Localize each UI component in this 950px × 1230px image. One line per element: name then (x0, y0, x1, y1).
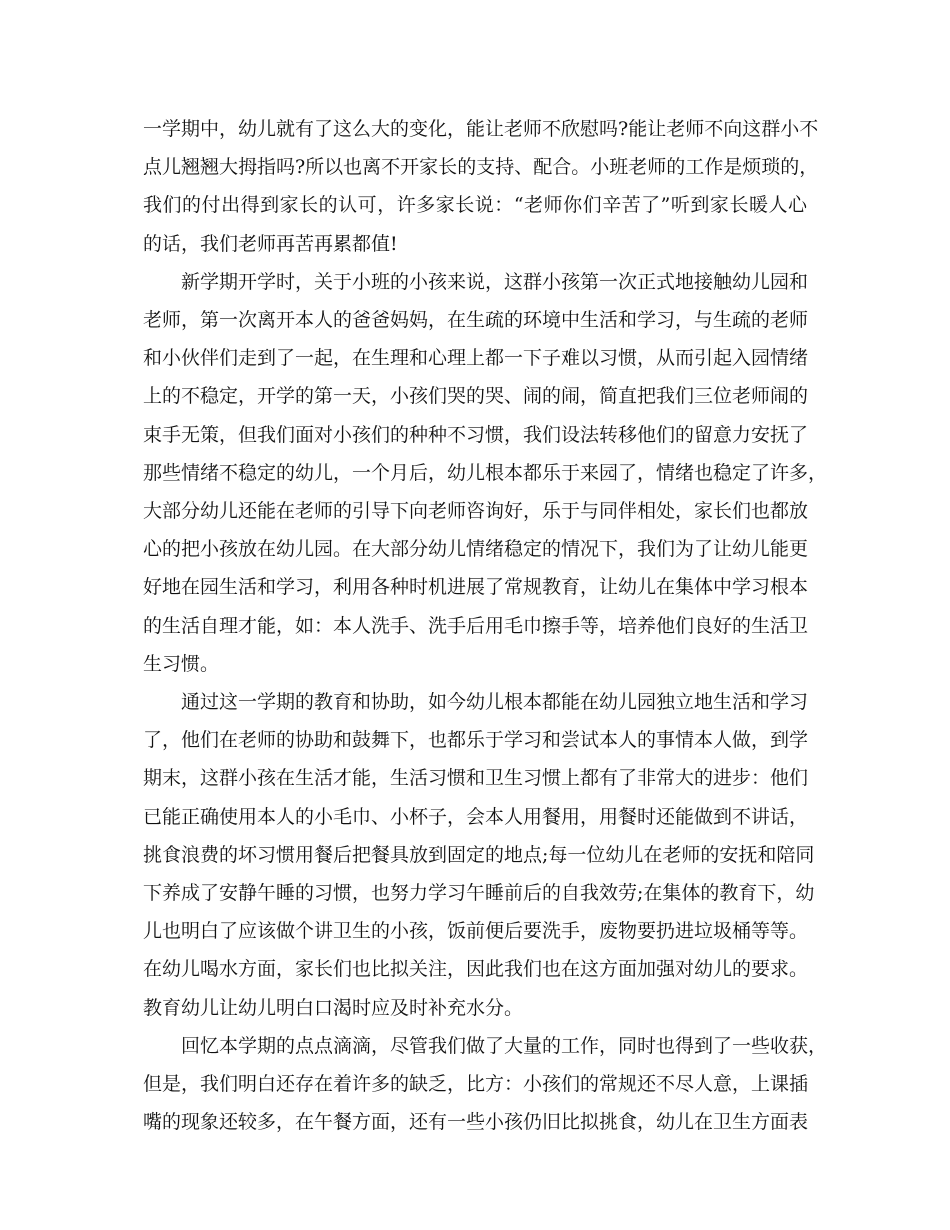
text-line: 我们的付出得到家长的认可，许多家长说：“老师你们辛苦了”听到家长暖人心 (143, 194, 807, 217)
text-line: 已能正确使用本人的小毛巾、小杯子，会本人用餐用，用餐时还能做到不讲话， (143, 805, 809, 828)
text-line: 老师，第一次离开本人的爸爸妈妈，在生疏的环境中生活和学习，与生疏的老师 (143, 309, 809, 332)
paragraph-1 (143, 110, 819, 263)
text-line: 下养成了安静午睡的习惯，也努力学习午睡前后的自我效劳;在集体的教育下，幼 (143, 882, 815, 905)
text-line: 生习惯。 (143, 652, 220, 675)
text-line: 一学期中，幼儿就有了这么大的变化，能让老师不欣慰吗?能让老师不向这群小不 (143, 118, 819, 140)
document-body (143, 110, 828, 1141)
text-line: 了，他们在老师的协助和鼓舞下，也都乐于学习和尝试本人的事情本人做，到学 (143, 729, 809, 752)
text-line: 儿也明白了应该做个讲卫生的小孩，饭前便后要洗手，废物要扔进垃圾桶等等。 (143, 920, 809, 943)
text-line: 心的把小孩放在幼儿园。在大部分幼儿情绪稳定的情况下，我们为了让幼儿能更 (143, 538, 809, 561)
text-line: 挑食浪费的坏习惯用餐后把餐具放到固定的地点;每一位幼儿在老师的安抚和陪同 (143, 843, 815, 866)
text-line: 的话，我们老师再苦再累都值! (143, 232, 398, 255)
text-line: 新学期开学时，关于小班的小孩来说，这群小孩第一次正式地接触幼儿园和 (181, 270, 809, 293)
text-line: 束手无策，但我们面对小孩们的种种不习惯，我们设法转移他们的留意力安抚了 (143, 423, 809, 446)
text-line: 通过这一学期的教育和协助，如今幼儿根本都能在幼儿园独立地生活和学习 (181, 691, 809, 714)
text-line: 好地在园生活和学习，利用各种时机进展了常规教育，让幼儿在集体中学习根本 (143, 576, 809, 599)
text-line: 教育幼儿让幼儿明白口渴时应及时补充水分。 (143, 996, 524, 1019)
paragraph-2 (143, 263, 828, 683)
text-line: 那些情绪不稳定的幼儿，一个月后，幼儿根本都乐于来园了，情绪也稳定了许多， (143, 461, 828, 484)
text-line: 但是，我们明白还存在着许多的缺乏，比方：小孩们的常规还不尽人意，上课插 (143, 1073, 809, 1096)
text-line: 期末，这群小孩在生活才能，生活习惯和卫生习惯上都有了非常大的进步：他们 (143, 767, 809, 790)
text-line: 点儿翘翘大拇指吗?所以也离不开家长的支持、配合。小班老师的工作是烦琐的， (143, 156, 819, 179)
text-line: 上的不稳定，开学的第一天，小孩们哭的哭、闹的闹，简直把我们三位老师闹的 (143, 385, 809, 408)
text-line: 大部分幼儿还能在老师的引导下向老师咨询好，乐于与同伴相处，家长们也都放 (143, 500, 809, 523)
text-line: 的生活自理才能，如：本人洗手、洗手后用毛巾擦手等，培养他们良好的生活卫 (143, 614, 809, 637)
text-line: 和小伙伴们走到了一起，在生理和心理上都一下子难以习惯，从而引起入园情绪 (143, 347, 809, 370)
text-line: 回忆本学期的点点滴滴，尽管我们做了大量的工作，同时也得到了一些收获， (181, 1034, 828, 1057)
text-line: 嘴的现象还较多，在午餐方面，还有一些小孩仍旧比拟挑食，幼儿在卫生方面表 (143, 1111, 809, 1134)
paragraph-3 (143, 683, 815, 1027)
text-line: 在幼儿喝水方面，家长们也比拟关注，因此我们也在这方面加强对幼儿的要求。 (143, 958, 809, 981)
paragraph-4 (143, 1027, 828, 1142)
